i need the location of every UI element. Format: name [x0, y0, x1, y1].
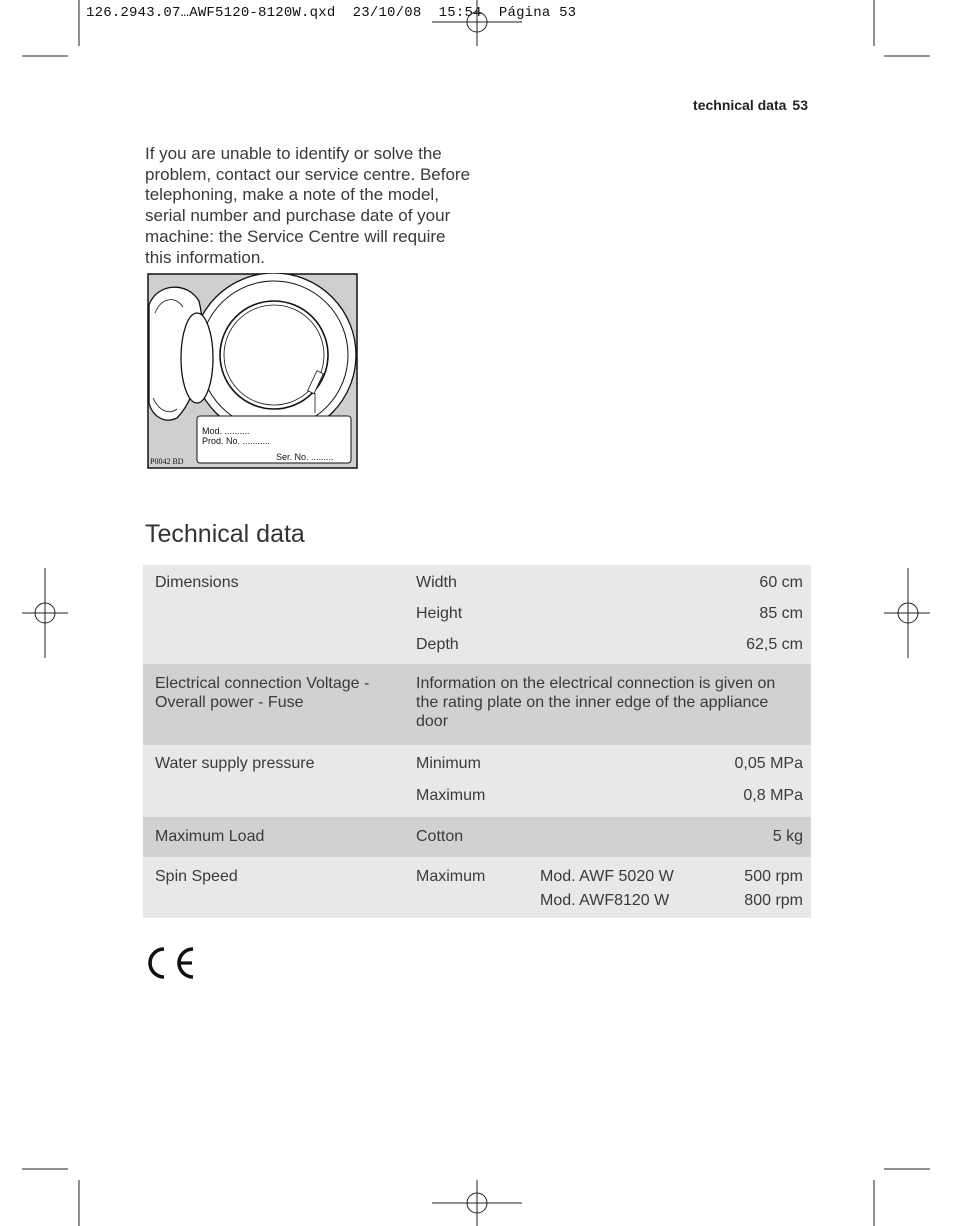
table-row — [143, 817, 811, 857]
registration-mark-left — [22, 568, 68, 658]
dimension-value: 60 cm — [759, 574, 803, 591]
registration-mark-bottom — [432, 1180, 522, 1226]
running-header — [693, 97, 808, 113]
row-label-spin-speed: Spin Speed — [155, 868, 238, 885]
figure-code: P0042 BD — [150, 457, 184, 466]
dimension-name: Depth — [416, 636, 459, 653]
spin-value: 500 rpm — [744, 868, 803, 885]
electrical-info: Information on the electrical connection is given on the rating plate on the inner edge of the appliance door — [416, 675, 776, 730]
plate-ser-no: Ser. No. ......... — [276, 452, 334, 462]
table-row — [143, 664, 811, 745]
spin-value: 800 rpm — [744, 892, 803, 909]
spin-name: Maximum — [416, 868, 486, 885]
row-label-electrical: Electrical connection Voltage - Overall power - Fuse — [155, 675, 370, 711]
pressure-name: Maximum — [416, 787, 486, 804]
table-row — [143, 857, 811, 918]
print-slug: 126.2943.07…AWF5120-8120W.qxd 23/10/08 15:54 Página 53 — [86, 5, 577, 21]
intro-paragraph: If you are unable to identify or solve the problem, contact our service centre. Before telephoning, make a note of the model, serial number and purchase date of your machine: the Service Centre will require this information. — [145, 144, 471, 267]
pressure-name: Minimum — [416, 755, 481, 772]
spin-model: Mod. AWF8120 W — [540, 892, 670, 909]
registration-mark-top — [432, 0, 522, 46]
load-name: Cotton — [416, 828, 464, 845]
dimension-name: Width — [416, 574, 457, 591]
table-row — [143, 565, 811, 664]
row-label-max-load: Maximum Load — [155, 828, 265, 845]
row-label-water-pressure: Water supply pressure — [155, 755, 315, 772]
plate-prod-no: Prod. No. ........... — [202, 436, 271, 446]
registration-mark-right — [884, 568, 930, 658]
pressure-value: 0,05 MPa — [734, 755, 803, 772]
dimension-value: 85 cm — [759, 605, 803, 622]
section-title: Technical data — [145, 520, 305, 548]
plate-mod: Mod. .......... — [202, 426, 250, 436]
pressure-value: 0,8 MPa — [743, 787, 803, 804]
ce-mark-logo — [143, 943, 197, 983]
dimension-value: 62,5 cm — [746, 636, 803, 653]
page-number: 53 — [792, 97, 808, 113]
load-value: 5 kg — [772, 828, 803, 845]
header-section: technical data — [693, 97, 787, 113]
row-label-dimensions: Dimensions — [155, 574, 239, 591]
dimension-name: Height — [416, 605, 463, 622]
spin-model: Mod. AWF 5020 W — [540, 868, 674, 885]
technical-data-table — [143, 565, 811, 918]
table-row — [143, 745, 811, 817]
